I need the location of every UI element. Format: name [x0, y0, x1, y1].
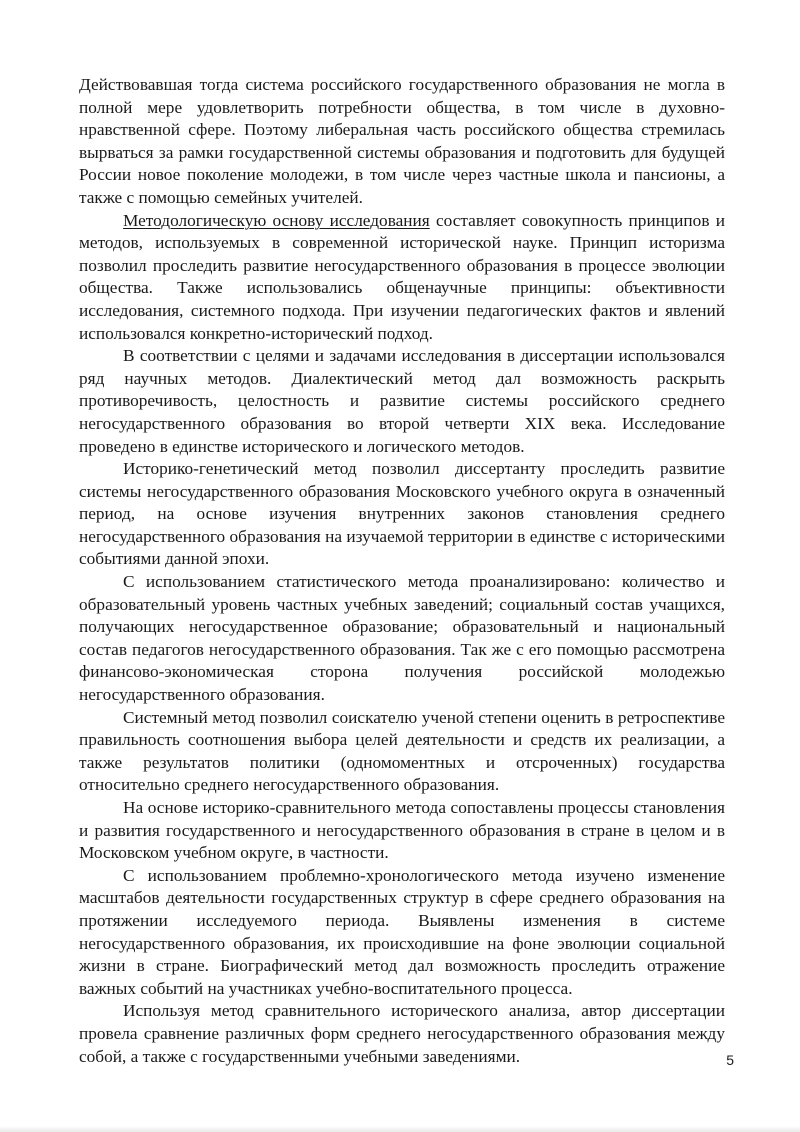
body-text [79, 74, 725, 1068]
paragraph-5: С использованием статистического метода проанализировано: количество и образовательный уровень частных учебных заведений; социальный состав учащихся, получающих негосударственное образование; образовательный и национальный состав педагогов негосударственного образования. Так же с его помощью рассмотрена финансово-экономическая сторона получения российской молодежью негосударственного образования. [79, 572, 725, 705]
methodology-heading-underlined: Методологическую основу исследования [123, 210, 430, 230]
paragraph-2-text: составляет совокупность принципов и методов, используемых в современной исторической науке. Принцип историзма позволил проследить развитие негосударственного образования в процессе эволюции общества. Также использовались общенаучные принципы: объективности исследования, системного подхода. При изучении педагогических фактов и явлений использовался конкретно-исторический подход. [79, 210, 725, 343]
page-number: 5 [726, 1052, 734, 1068]
paragraph-9: Используя метод сравнительного исторического анализа, автор диссертации провела сравнение различных форм среднего негосударственного образования между собой, а также с государственными учебными заведениями. [79, 1001, 725, 1066]
paragraph-7: На основе историко-сравнительного метода сопоставлены процессы становления и развития государственного и негосударственного образования в стране в целом и в Московском учебном округе, в частности. [79, 798, 725, 863]
paragraph-6: Системный метод позволил соискателю ученой степени оценить в ретроспективе правильность соотношения выбора целей деятельности и средств их реализации, а также результатов политики (одномоментных и отсроченных) государства относительно среднего негосударственного образования. [79, 707, 725, 795]
page-bottom-edge [0, 1126, 800, 1132]
paragraph-2 [79, 210, 725, 346]
paragraph-1: Действовавшая тогда система российского государственного образования не могла в полной мере удовлетворить потребности общества, в том числе в духовно-нравственной сфере. Поэтому либеральная часть российского общества стремилась вырваться за рамки государственной системы образования и подготовить для будущей России новое поколение молодежи, в том числе через частные школа и пансионы, а также с помощью семейных учителей. [79, 75, 725, 207]
paragraph-3: В соответствии с целями и задачами исследования в диссертации использовался ряд научных методов. Диалектический метод дал возможность раскрыть противоречивость, целостность и развитие системы российского среднего негосударственного образования во второй четверти XIX века. Исследование проведено в единстве исторического и логического методов. [79, 346, 725, 456]
paragraph-4: Историко-генетический метод позволил диссертанту проследить развитие системы негосударственного образования Московского учебного округа в означенный период, на основе изучения внутренних законов становления среднего негосударственного образования на изучаемой территории в единстве с историческими событиями данной эпохи. [79, 459, 725, 569]
paragraph-8: С использованием проблемно-хронологического метода изучено изменение масштабов деятельности государственных структур в сфере среднего образования на протяжении исследуемого периода. Выявлены изменения в системе негосударственного образования, их происходившие на фоне эволюции социальной жизни в стране. Биографический метод дал возможность проследить отражение важных событий на участниках учебно-воспитательного процесса. [79, 865, 725, 998]
